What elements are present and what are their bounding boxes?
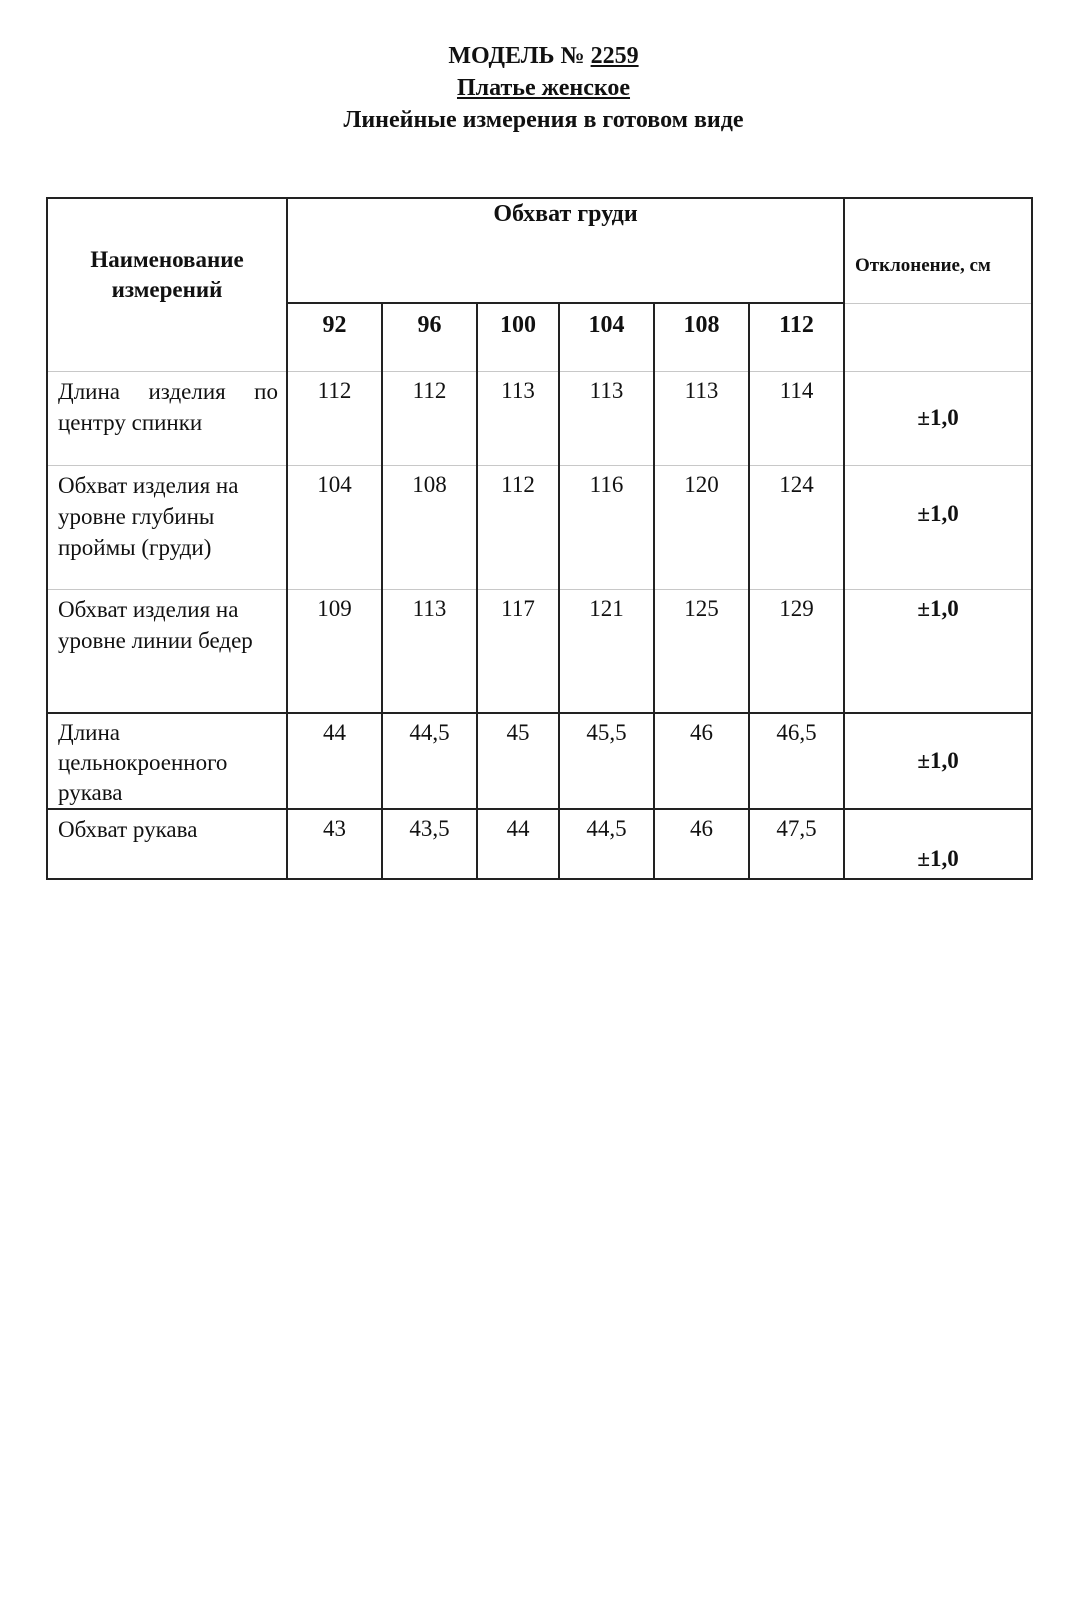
row-label: Обхват изделия на уровне глубины проймы (груди) — [47, 465, 287, 589]
table-cell: 43 — [287, 809, 382, 879]
measurements-table — [46, 197, 1033, 880]
table-row — [47, 465, 1032, 589]
table-cell: 104 — [287, 465, 382, 589]
deviation-cell: ±1,0 — [844, 371, 1032, 465]
table-cell: 113 — [654, 371, 749, 465]
size-header-104: 104 — [559, 303, 654, 371]
product-name: Платье женское — [456, 75, 631, 101]
document-subtitle: Линейные измерения в готовом виде — [343, 107, 744, 133]
table-row — [47, 713, 1032, 809]
deviation-cell: ±1,0 — [844, 465, 1032, 589]
table-cell: 124 — [749, 465, 844, 589]
table-cell: 45 — [477, 713, 559, 809]
table-cell: 112 — [382, 371, 477, 465]
table-cell: 113 — [477, 371, 559, 465]
table-cell: 117 — [477, 589, 559, 713]
model-number: 2259 — [590, 43, 639, 69]
table-cell: 46 — [654, 713, 749, 809]
table-cell: 112 — [287, 371, 382, 465]
deviation-header-blank — [844, 303, 1032, 371]
row-label: Обхват изделия на уровне линии бедер — [47, 589, 287, 713]
deviation-cell: ±1,0 — [844, 713, 1032, 809]
table-row — [47, 589, 1032, 713]
model-title — [20, 40, 1067, 72]
table-cell: 109 — [287, 589, 382, 713]
table-cell: 43,5 — [382, 809, 477, 879]
row-label: Длина изделия по центру спинки — [47, 371, 287, 465]
size-header-100: 100 — [477, 303, 559, 371]
table-cell: 46,5 — [749, 713, 844, 809]
table-cell: 44 — [477, 809, 559, 879]
model-label: МОДЕЛЬ № — [448, 43, 585, 69]
document-header — [0, 40, 1067, 136]
table-cell: 108 — [382, 465, 477, 589]
table-cell: 125 — [654, 589, 749, 713]
deviation-cell: ±1,0 — [844, 809, 1032, 879]
size-header-92: 92 — [287, 303, 382, 371]
size-header-96: 96 — [382, 303, 477, 371]
table-cell: 116 — [559, 465, 654, 589]
table-cell: 121 — [559, 589, 654, 713]
deviation-header: Отклонение, см — [844, 198, 1032, 303]
chest-girth-header: Обхват груди — [287, 198, 844, 303]
table-cell: 113 — [559, 371, 654, 465]
table-cell: 120 — [654, 465, 749, 589]
table-cell: 47,5 — [749, 809, 844, 879]
table-cell: 45,5 — [559, 713, 654, 809]
row-label: Длина цельнокроенного рукава — [47, 713, 287, 809]
deviation-cell: ±1,0 — [844, 589, 1032, 713]
table-cell: 44 — [287, 713, 382, 809]
table-cell: 113 — [382, 589, 477, 713]
table-cell: 44,5 — [382, 713, 477, 809]
row-label: Обхват рукава — [47, 809, 287, 879]
table-row — [47, 809, 1032, 879]
table-cell: 46 — [654, 809, 749, 879]
table-row — [47, 371, 1032, 465]
table-cell: 44,5 — [559, 809, 654, 879]
table-cell: 114 — [749, 371, 844, 465]
size-header-108: 108 — [654, 303, 749, 371]
table-cell: 129 — [749, 589, 844, 713]
table-cell: 112 — [477, 465, 559, 589]
name-column-header: Наименование измерений — [47, 198, 287, 371]
size-header-112: 112 — [749, 303, 844, 371]
